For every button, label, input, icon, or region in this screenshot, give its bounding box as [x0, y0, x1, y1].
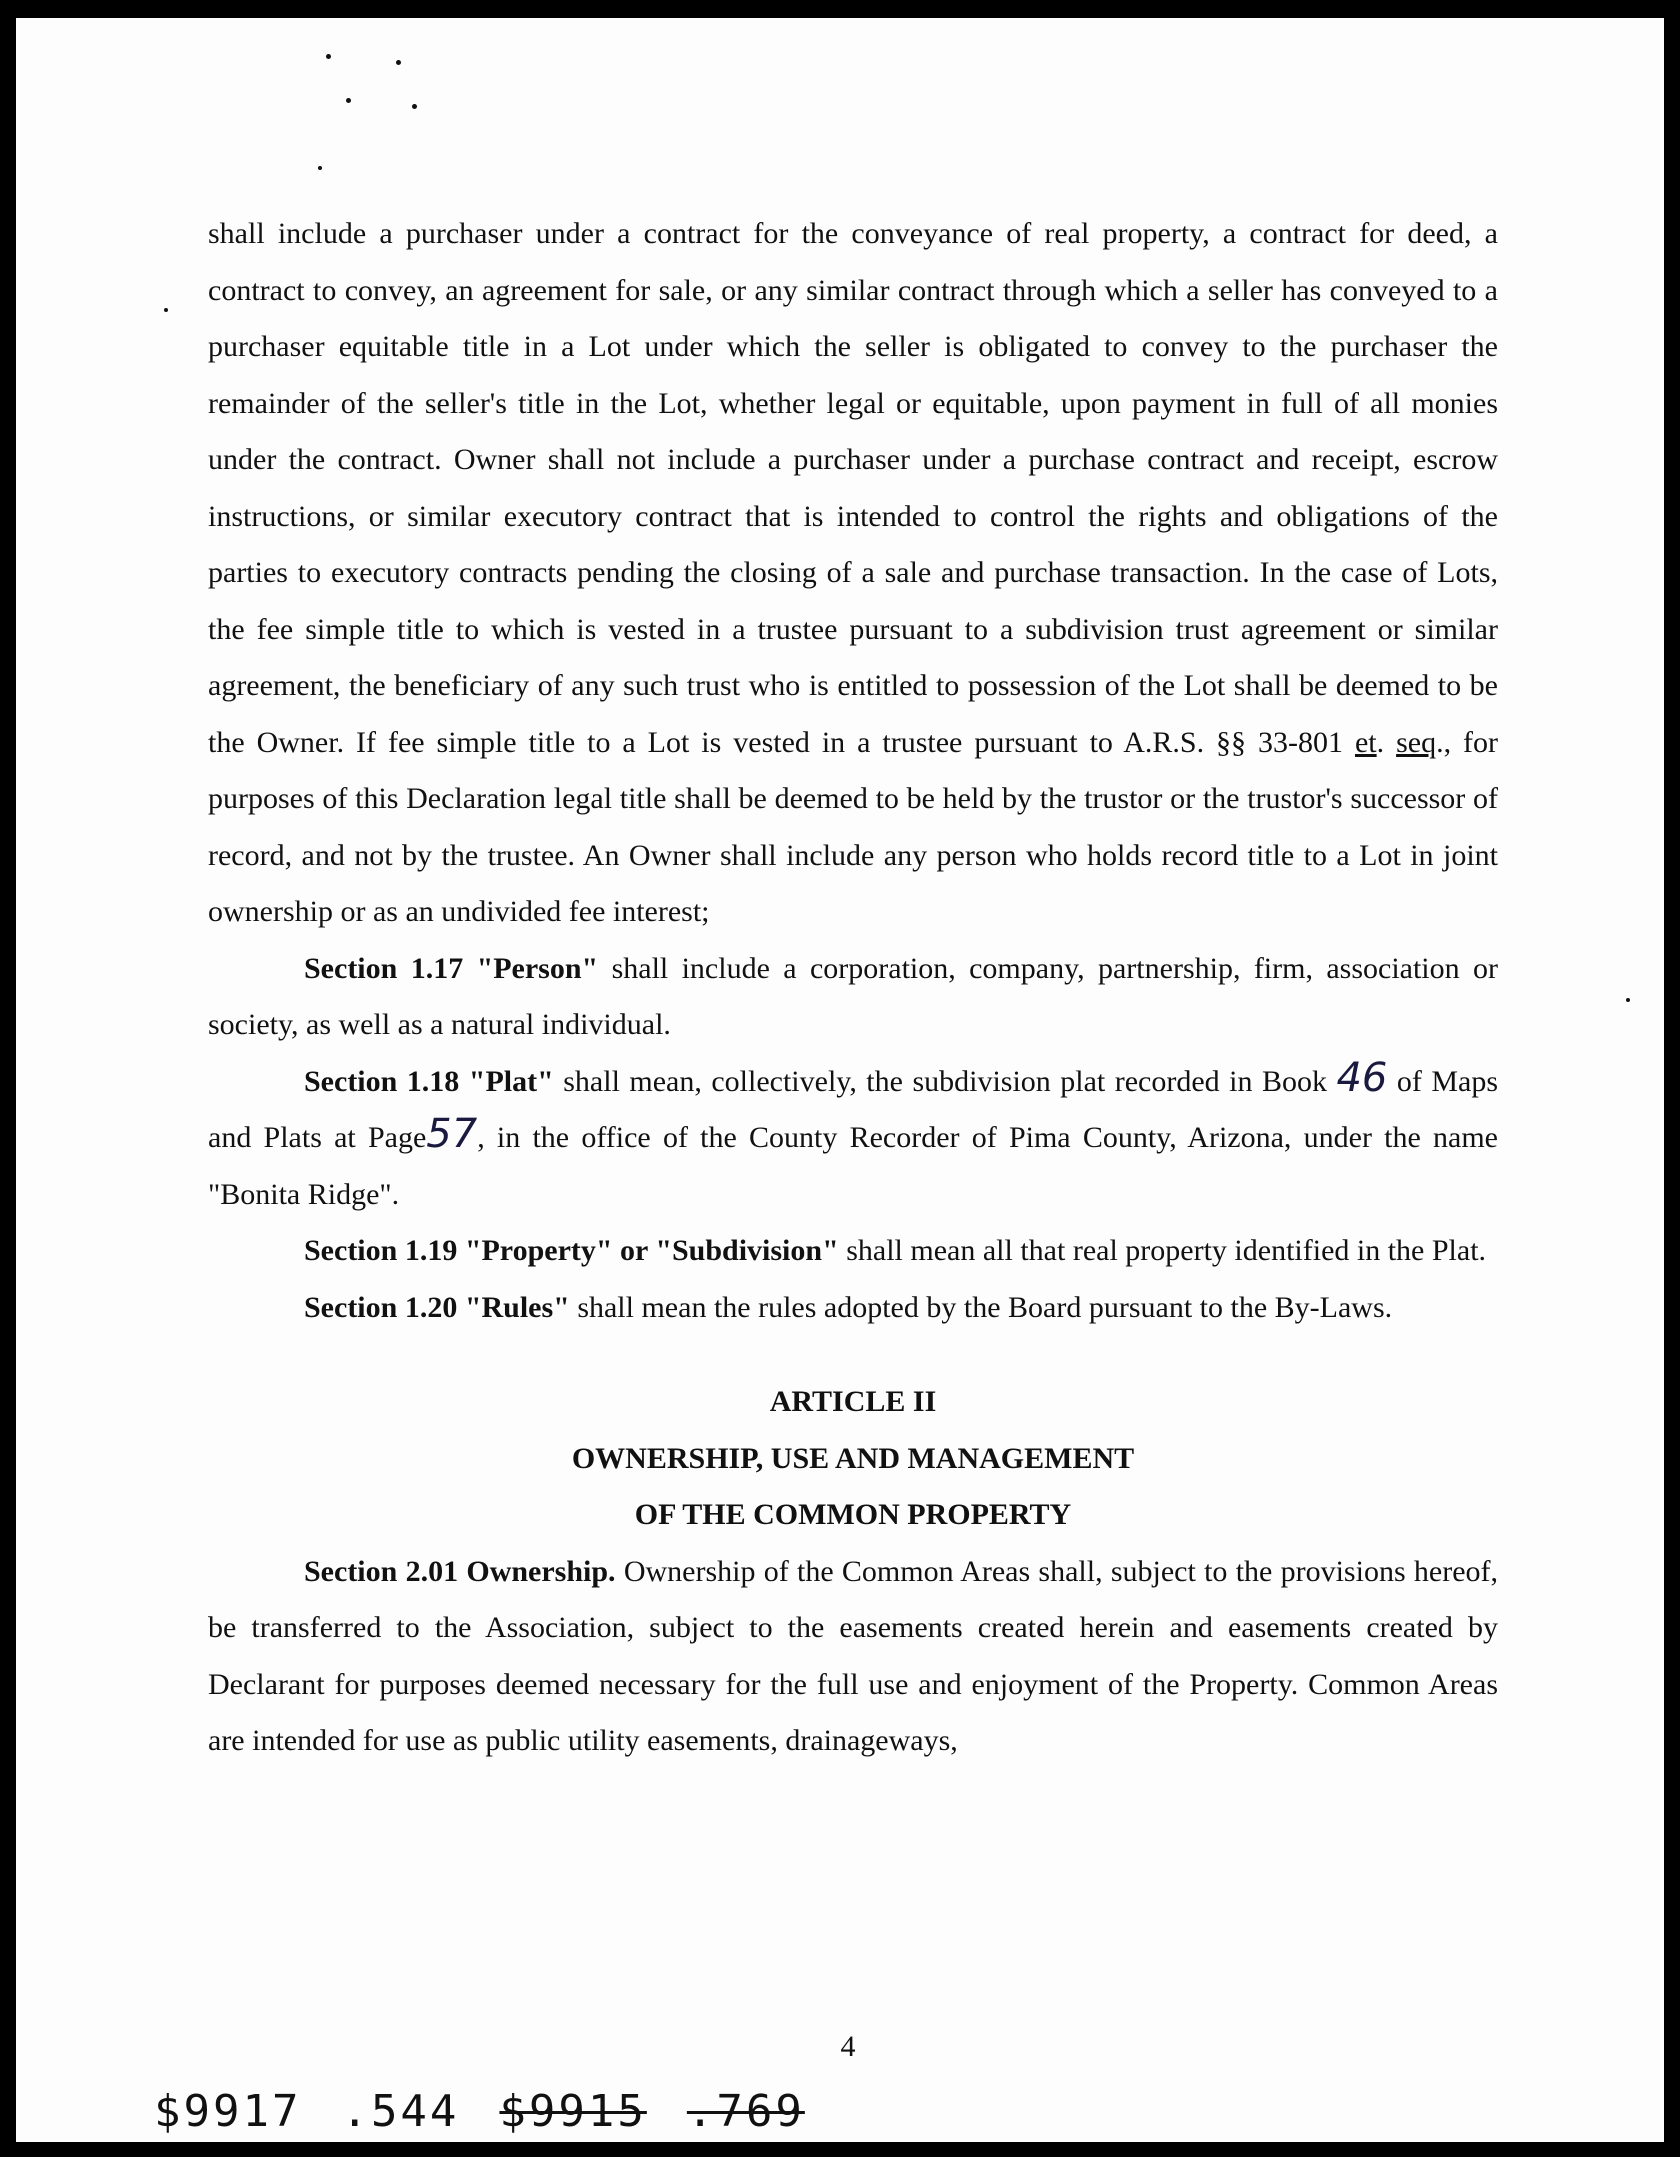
article-title-line-1: OWNERSHIP, USE AND MANAGEMENT [571, 1441, 1135, 1475]
document-page [16, 18, 1664, 2142]
paragraph-text: ., for purposes of this Declaration legal title shall be deemed to be held by the trustor or the trustor's successor of record, and not by the trustee. An Owner shall include any person who holds record title to a Lot in joint ownership or as an undivided fee interest; [208, 725, 1499, 928]
section-1-18 [208, 1054, 1498, 1224]
section-heading: Section 1.17 "Person" [304, 951, 599, 985]
underlined-et: et [1354, 725, 1377, 759]
section-1-20 [208, 1280, 1498, 1337]
article-heading [208, 1374, 1498, 1544]
docket-number: $9917 [154, 2086, 302, 2137]
page-number: 4 [840, 2030, 856, 2063]
document-body [208, 206, 1498, 1770]
section-1-17 [208, 941, 1498, 1054]
scan-speck [412, 104, 417, 109]
section-heading: Section 1.20 "Rules" [304, 1290, 570, 1324]
paragraph-text: shall include a purchaser under a contract for the conveyance of real property, a contract for deed, a contract to convey, an agreement for sale, or any similar contract through which a seller has conveyed to a purchaser equitable title in a Lot under which the seller is obligated to convey to the purchaser the remainder of the seller's title in the Lot, whether legal or equitable, upon payment in full of all monies under the contract. Owner shall not include a purchaser under a purchase contract and receipt, escrow instructions, or similar executory contract that is intended to control the rights and obligations of the parties to executory contracts pending the closing of a sale and purchase transaction. In the case of Lots, the fee simple title to which is vested in a trustee pursuant to a subdivision trust agreement or similar agreement, the beneficiary of any such trust who is entitled to possession of the Lot shall be deemed to be the Owner. If fee simple title to a Lot is vested in a trustee pursuant to A.R.S. §§ 33-801 [208, 217, 1498, 759]
section-text: shall include a corporation, company, partnership, firm, association or society, as well as a natural individual. [208, 951, 1498, 1041]
section-text: shall mean all that real property identified in the Plat. [838, 1234, 1487, 1267]
scan-speck [346, 98, 351, 103]
struck-docket-page: .769 [686, 2086, 805, 2137]
section-heading: Section 2.01 Ownership. [304, 1554, 616, 1588]
section-heading: Section 1.19 "Property" or "Subdivision" [304, 1234, 839, 1267]
paragraph-text: . [1376, 725, 1397, 759]
section-1-19 [208, 1223, 1498, 1280]
scan-speck [1626, 998, 1630, 1002]
scan-speck [164, 308, 168, 312]
scan-speck [326, 54, 331, 59]
scan-speck [318, 166, 322, 170]
handwritten-page-number: 57 [426, 1111, 478, 1157]
article-title-line-2: OF THE COMMON PROPERTY [634, 1498, 1072, 1531]
section-heading: Section 1.18 "Plat" [304, 1064, 554, 1098]
underlined-seq: seq [1396, 725, 1437, 759]
section-text: , in the office of the County Recorder of Pima County, Arizona, under the name "Bonita Ridge". [208, 1121, 1498, 1211]
section-2-01 [208, 1544, 1498, 1770]
struck-docket-number: $9915 [499, 2086, 647, 2137]
section-text: shall mean, collectively, the subdivision plat recorded in Book [553, 1064, 1337, 1098]
section-text: Ownership of the Common Areas shall, subject to the provisions hereof, be transferred to the Association, subject to the easements created herein and easements created by Declarant for purposes deemed necessary for the full use and enjoyment of the Property. Common Areas are intended for use as public utility easements, drainageways, [208, 1554, 1498, 1757]
recording-stamp [154, 2086, 845, 2137]
definition-owner-continuation [208, 206, 1498, 941]
scan-speck [396, 60, 401, 65]
article-number: ARTICLE II [769, 1385, 937, 1418]
section-text: shall mean the rules adopted by the Board pursuant to the By-Laws. [569, 1290, 1393, 1324]
section-text: of Maps and Plats at Page [208, 1064, 1498, 1154]
handwritten-book-number: 46 [1336, 1054, 1388, 1101]
docket-page: .544 [341, 2086, 460, 2137]
